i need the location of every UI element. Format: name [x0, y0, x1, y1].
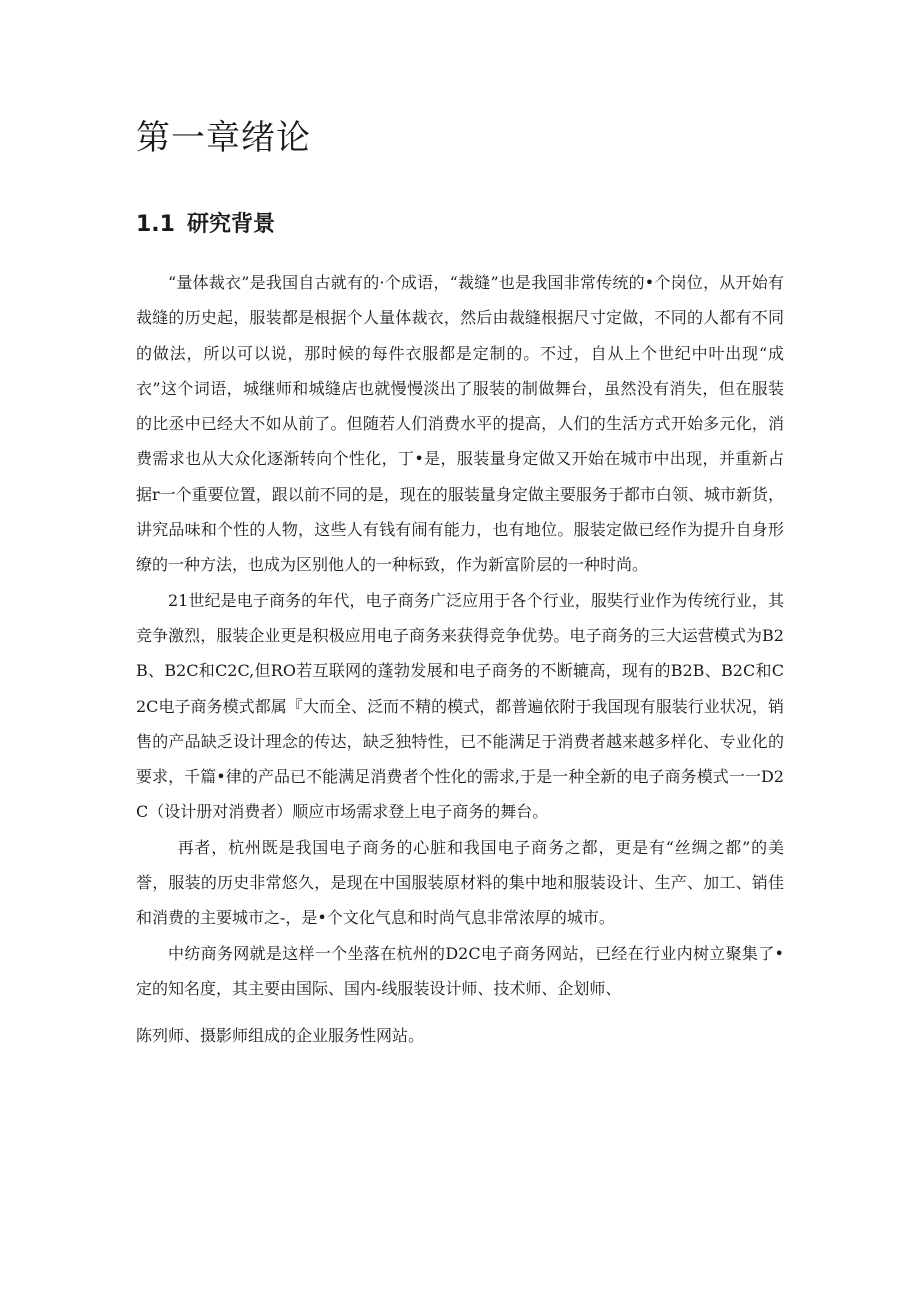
section-title: 研究背景	[186, 212, 275, 237]
paragraph-website-continued: 陈列师、摄影师组成的企业服务性网站。	[136, 1026, 425, 1046]
section-number: 1.1	[136, 212, 175, 237]
paragraph-background: “量体裁衣”是我国自古就有的·个成语，“裁缝”也是我国非常传统的•个岗位，从开始有裁缝的历史起，服装都是根据个人量体裁衣，然后由裁缝根据尺寸定做，不同的人都有不同的做法，所以可以说，那时候的每件衣服都是定制的。不过，自从上个世纪中叶出现“成衣”这个词语，城继师和城缝店也就慢慢淡出了服装的制做舞台，虽然没有消失，但在服装的比丞中已经大不如从前了。但随若人们消费水平的提高，人们的生活方式开始多元化，消费需求也从大众化逐渐转向个性化，丁•是，服装量身定做又开始在城市中出现，并重新占据r一个重要位置，跟以前不同的是，现在的服装量身定做主要服务于都市白领、城市新货，讲究品味和个性的人物，这些人有钱有闹有能力，也有地位。服装定做已经作为提升自身形缭的一种方法，也成为区别他人的一种标致，作为新富阶层的一种时尚。	[136, 273, 784, 575]
paragraph-website: 中纺商务网就是这样一个坐落在杭州的D2C电子商务网站，已经在行业内树立聚集了•定的知名度，其主要由国际、国内-线服装设计师、技术师、企划师、	[136, 943, 784, 998]
paragraph-ecommerce: 21世纪是电子商务的年代，电子商务广泛应用于各个行业，服奘行业作为传统行业，其竞争激烈，服装企业更是积极应用电子商务来获得竞争优势。电子商务的三大运营模式为B2B、B2C和C2C,但RO若互联网的蓬勃发展和电子商务的不断辘高，现有的B2B、B2C和C2C电子商务模式都属『大而全、泛而不精的模式，都普遍依附于我国现有服装行业状况，销售的产品缺乏设计理念的传达，缺乏独特性，已不能满足于消费者越来越多样化、专业化的要求，千篇•律的产品已不能满足消费者个性化的需求,于是一种全新的电子商务模式一一D2C（设计册对消费者）顺应市场需求登上电子商务的舞台。	[136, 590, 784, 822]
paragraph-hangzhou: 再者，杭州既是我国电子商务的心脏和我国电子商务之都，更是有“丝绸之都”的美誉，服装的历史非常悠久，是现在中国服装原材料的集中地和服装设计、生产、加工、销佳和消费的主要城市之-，是•个文化气息和时尚气息非常浓厚的城市。	[136, 837, 784, 928]
chapter-title: 第一章绪论	[136, 118, 311, 158]
section-heading	[136, 208, 275, 242]
body-text	[136, 265, 784, 1054]
